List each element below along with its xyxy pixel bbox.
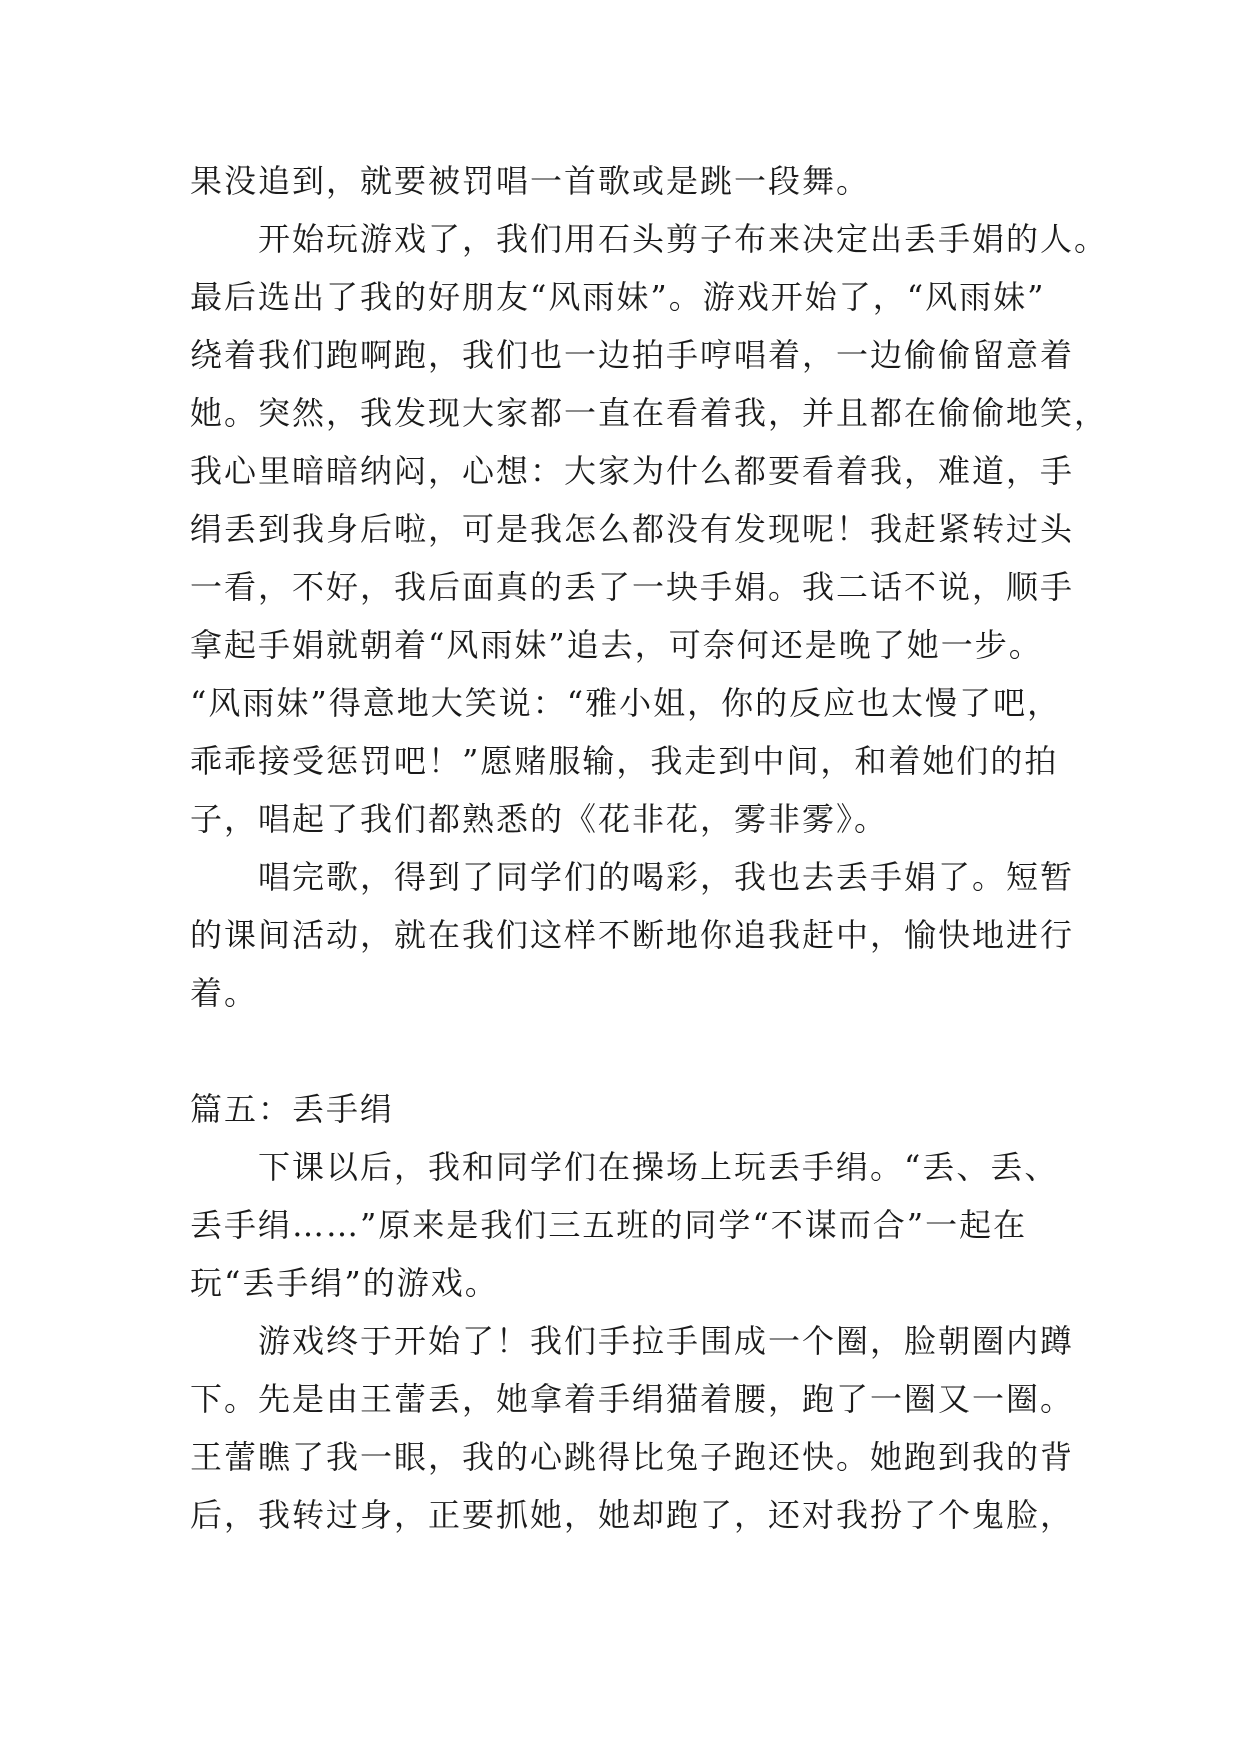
text-line: 王蕾瞧了我一眼，我的心跳得比兔子跑还快。她跑到我的背 <box>190 1438 1075 1476</box>
text-line: 最后选出了我的好朋友“风雨妹”。游戏开始了，“风雨妹” <box>190 278 1046 316</box>
document-body <box>190 152 1109 1544</box>
text-line: 拿起手娟就朝着“风雨妹”追去，可奈何还是晚了她一步。 <box>190 626 1043 664</box>
text-line: 她。突然，我发现大家都一直在看着我，并且都在偷偷地笑， <box>190 394 1109 432</box>
text-line: 子，唱起了我们都熟悉的《花非花，雾非雾》。 <box>190 800 889 838</box>
text-line: 绕着我们跑啊跑，我们也一边拍手哼唱着，一边偷偷留意着 <box>190 336 1075 374</box>
text-line: 我心里暗暗纳闷，心想：大家为什么都要看着我，难道，手 <box>190 452 1075 490</box>
paragraph-start-line: 下课以后，我和同学们在操场上玩丢手绢。“丢、丢、 <box>258 1148 1059 1186</box>
text-line: 绢丢到我身后啦，可是我怎么都没有发现呢！我赶紧转过头 <box>190 510 1075 548</box>
text-line: 后，我转过身，正要抓她，她却跑了，还对我扮了个鬼脸， <box>190 1496 1075 1534</box>
paragraph-start-line: 游戏终于开始了！我们手拉手围成一个圈，脸朝圈内蹲 <box>258 1322 1075 1360</box>
text-line: 一看，不好，我后面真的丢了一块手娟。我二话不说，顺手 <box>190 568 1075 606</box>
paragraph-start-line: 开始玩游戏了，我们用石头剪子布来决定出丢手娟的人。 <box>258 220 1109 258</box>
text-line: “风雨妹”得意地大笑说：“雅小姐，你的反应也太慢了吧， <box>190 684 1062 722</box>
section-spacer <box>190 1022 1090 1080</box>
text-line: 丢手绢……”原来是我们三五班的同学“不谋而合”一起在 <box>190 1206 1028 1244</box>
section-heading: 篇五：丢手绢 <box>190 1090 395 1128</box>
text-line: 的课间活动，就在我们这样不断地你追我赶中，愉快地进行 <box>190 916 1075 954</box>
paragraph-start-line: 唱完歌，得到了同学们的喝彩，我也去丢手娟了。短暂 <box>258 858 1075 896</box>
text-line: 下。先是由王蕾丢，她拿着手绢猫着腰，跑了一圈又一圈。 <box>190 1380 1075 1418</box>
text-line: 着。 <box>190 974 259 1012</box>
text-line: 玩“丢手绢”的游戏。 <box>190 1264 499 1302</box>
text-line: 果没追到，就要被罚唱一首歌或是跳一段舞。 <box>190 162 871 200</box>
text-line: 乖乖接受惩罚吧！”愿赌服输，我走到中间，和着她们的拍 <box>190 742 1059 780</box>
